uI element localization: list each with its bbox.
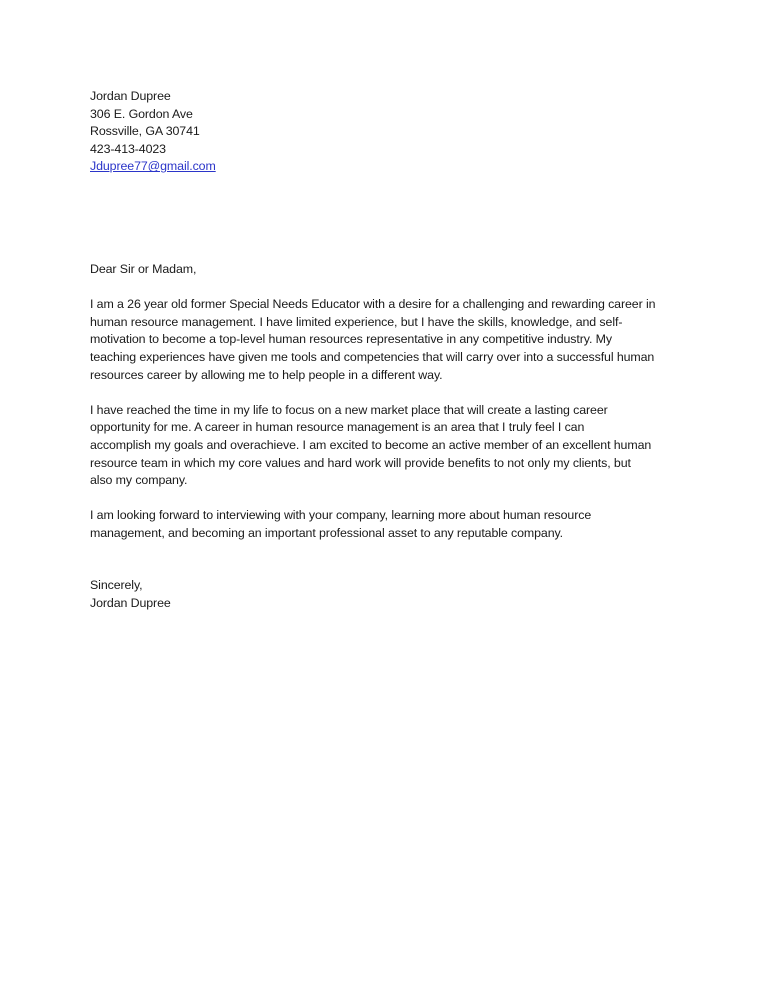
signature-name: Jordan Dupree (90, 596, 171, 611)
paragraph-line: opportunity for me. A career in human resource management is an area that I truly feel I can (90, 420, 585, 435)
body-paragraph-3 (90, 507, 690, 542)
paragraph-line: human resource management. I have limited experience, but I have the skills, knowledge, and self- (90, 314, 623, 329)
sender-address-block (90, 88, 690, 176)
paragraph-line: I have reached the time in my life to focus on a new market place that will create a lasting career (90, 402, 608, 417)
paragraph-line: I am looking forward to interviewing with your company, learning more about human resource (90, 508, 592, 523)
paragraph-line: also my company. (90, 473, 188, 488)
salutation-block (90, 261, 690, 279)
sender-name: Jordan Dupree (90, 89, 171, 103)
sender-phone: 423-413-4023 (90, 141, 166, 156)
sender-city-state-zip: Rossville, GA 30741 (90, 124, 200, 139)
paragraph-line: motivation to become a top-level human resources representative in any competitive industry. My (90, 332, 612, 347)
valediction: Sincerely, (90, 578, 143, 593)
salutation: Dear Sir or Madam, (90, 261, 197, 276)
paragraph-line: resources career by allowing me to help people in a different way. (90, 367, 443, 382)
body-paragraph-2 (90, 402, 690, 490)
closing-block (90, 577, 690, 612)
paragraph-line: resource team in which my core values and hard work will provide benefits to not only my clients, but (90, 455, 631, 470)
body-paragraph-1 (90, 296, 690, 384)
paragraph-line: I am a 26 year old former Special Needs Educator with a desire for a challenging and rewarding career in (90, 297, 656, 312)
cover-letter (90, 88, 690, 613)
sender-street: 306 E. Gordon Ave (90, 106, 193, 121)
paragraph-line: accomplish my goals and overachieve. I am excited to become an active member of an excellent human (90, 437, 652, 452)
paragraph-line: management, and becoming an important professional asset to any reputable company. (90, 525, 564, 540)
paragraph-line: teaching experiences have given me tools and competencies that will carry over into a successful human (90, 349, 655, 364)
sender-email-link[interactable]: Jdupree77@gmail.com (90, 159, 216, 174)
